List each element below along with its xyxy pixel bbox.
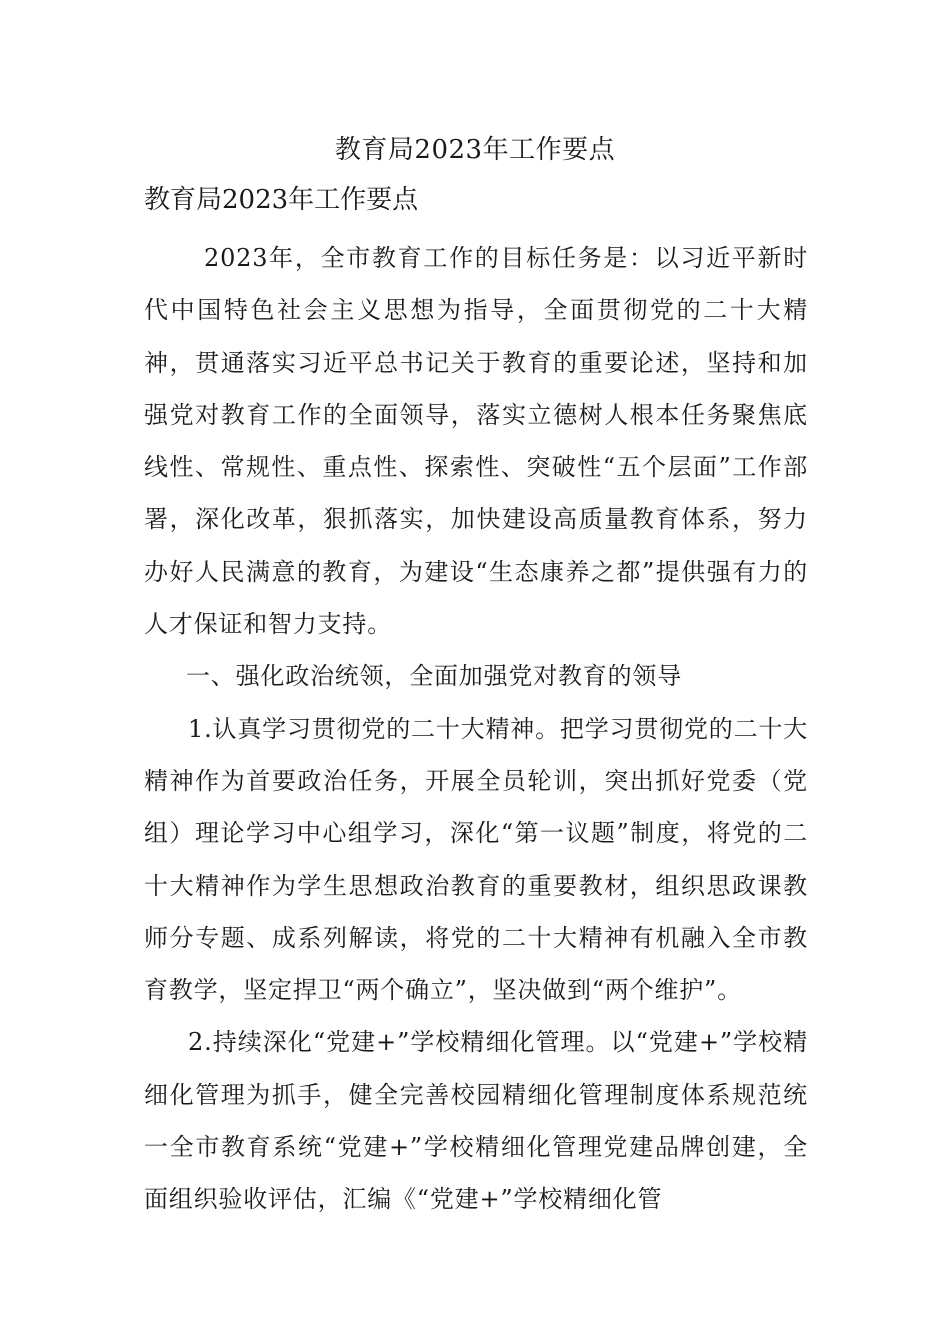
intro-paragraph: 2023年，全市教育工作的目标任务是：以习近平新时代中国特色社会主义思想为指导，全面贯彻党的二十大精神，贯通落实习近平总书记关于教育的重要论述，坚持和加强党对教育工作的全面领导，落实立德树人根本任务聚焦底线性、常规性、重点性、探索性、突破性“五个层面”工作部署，深化改革，狠抓落实，加快建设高质量教育体系，努力办好人民满意的教育，为建设“生态康养之都”提供强有力的人才保证和智力支持。: [144, 244, 808, 639]
list-item-paragraph: 1.认真学习贯彻党的二十大精神。把学习贯彻党的二十大精神作为首要政治任务，开展全员轮训，突出抓好党委（党组）理论学习中心组学习，深化“第一议题”制度，将党的二十大精神作为学生思想政治教育的重要教材，组织思政课教师分专题、成系列解读，将党的二十大精神有机融入全市教育教学，坚定捍卫“两个确立”，坚决做到“两个维护”。: [144, 714, 808, 1005]
document-subtitle: 教育局2023年工作要点: [144, 185, 419, 215]
document-title: 教育局2023年工作要点: [334, 135, 616, 165]
section-heading: 一、强化政治统领，全面加强党对教育的领导: [186, 662, 682, 691]
document-body: [144, 232, 808, 1226]
list-item-paragraph: 2.持续深化“党建+”学校精细化管理。以“党建+”学校精细化管理为抓手，健全完善校园精细化管理制度体系规范统一全市教育系统“党建+”学校精细化管理党建品牌创建，全面组织验收评估，汇编《“党建+”学校精细化管: [144, 1028, 808, 1214]
